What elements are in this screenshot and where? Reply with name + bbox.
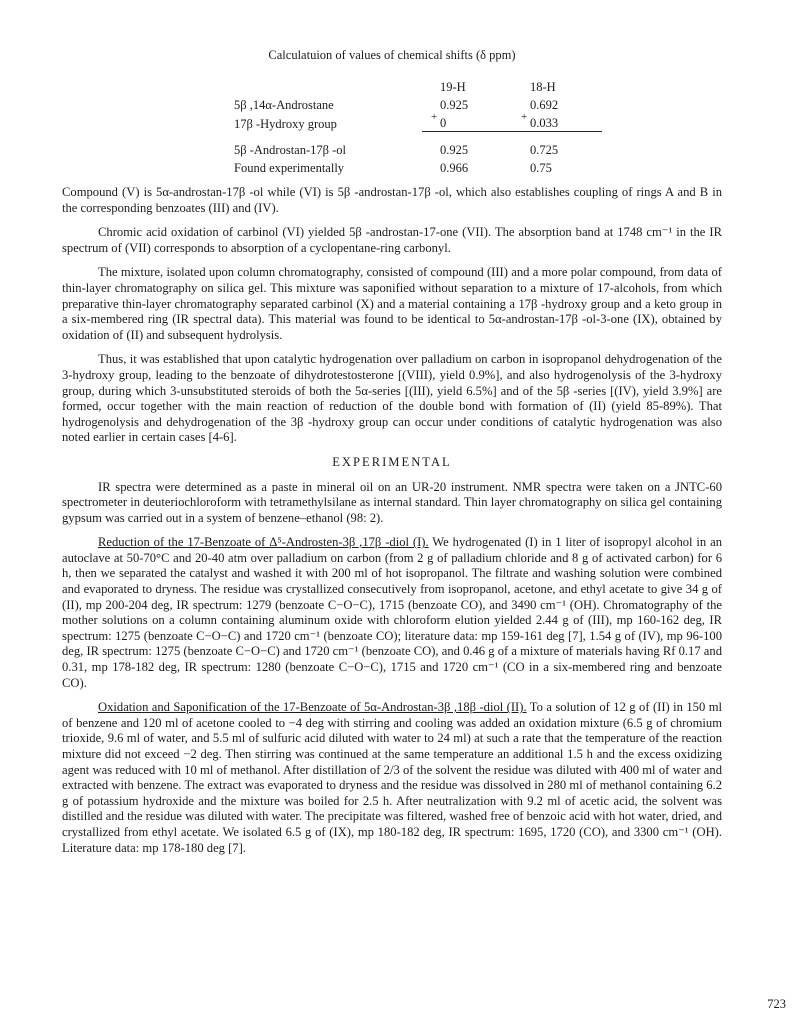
procedure-text: We hydrogenated (I) in 1 liter of isopropyl alcohol in an autoclave at 50-70°C and 20-40 atm over palladium on carbon (from 2 g of palladium chloride and 8 g of activated carbon) for 6 h, then we separated the catalyst and washed it with 200 ml of hot isopropanol. The filtrate and washing solution were combined and evaporated to dryness. The residue was crystallized consecutively from isopropanol, acetone, and ethyl acetate to give 34 g of (II), mp 200-204 deg, IR spectrum: 1279 (benzoate C−O−C), 1715 (benzoate CO), and 3490 cm⁻¹ (OH). Chromatography of the mother solutions on a column containing aluminum oxide with chloroform elution yielded 2.44 g of (III), mp 160-162 deg, IR spectrum: 1275 (benzoate C−O−C) and 1720 cm⁻¹ (benzoate CO); literature data: mp 159-161 deg [7], 1.54 g of (IV), mp 96-100 deg, IR spectrum: 1275 (benzoate C−O−C) and 1720 cm⁻¹ (benzoate CO), and 0.46 g of a mixture of materials having Rf 0.17 and 0.31, mp 178-182 deg, IR spectrum: 1280 (benzoate C−O−C), 1715 and 1720 cm⁻¹ (CO in a six-membered ring and benzoate CO). xyxy=(62,535,723,690)
table-row-label: Found experimentally xyxy=(234,161,345,175)
paragraph xyxy=(62,700,722,856)
column-header-19h: 19-H xyxy=(440,80,466,94)
paragraph: IR spectra were determined as a paste in mineral oil on an UR-20 instrument. NMR spectra were taken on a JNTC-60 spectrometer in deuteriochloroform with tetramethylsilane as internal standard. Thin layer chromatography on silica gel containing gypsum was carried out in a system of benzene–ethanol (98: 2). xyxy=(62,479,722,525)
table-cell: 0.75 xyxy=(530,161,552,175)
paragraph: Compound (V) is 5α-androstan-17β -ol while (VI) is 5β -androstan-17β -ol, which also establishes coupling of rings A and B in the corresponding benzoates (III) and (IV). xyxy=(62,185,722,215)
paragraph xyxy=(62,535,722,691)
column-header-18h: 18-H xyxy=(530,80,556,94)
section-heading: EXPERIMENTAL xyxy=(332,454,452,469)
procedure-title: Reduction of the 17-Benzoate of Δ⁵-Androsten-3β ,17β -diol (I). xyxy=(98,535,429,550)
table-caption: Calculatuion of values of chemical shifts (δ ppm) xyxy=(268,48,516,62)
table-cell: 0.925 xyxy=(440,143,469,157)
table-row-label: 17β -Hydroxy group xyxy=(234,116,337,131)
table-cell: 0.725 xyxy=(530,143,559,157)
table-row-label: 5β ,14α-Androstane xyxy=(234,98,334,112)
table-cell: + 0 xyxy=(440,116,446,130)
table-cell: 0.966 xyxy=(440,161,469,175)
paragraph: Thus, it was established that upon catalytic hydrogenation over palladium on carbon in isopropanol dehydrogenation of the 3-hydroxy group, leading to the benzoate of dihydrotestosterone [(VIII), yield 0.9%], and also hydrogenolysis of the 3-hydroxy group, during which 3-unsubstituted steroids of both the 5α-series [(III), yield 6.5%] and of the 5β -series [(IV), yield 3.9%] are formed, occur together with the main reaction of reduction of the double bond with formation of (II) (yield 85-89%). That hydrogenolysis and dehydrogenation of the 3β -hydroxy group can occur under conditions of catalytic hydrogenation was also noted earlier in certain cases [4-6]. xyxy=(62,352,722,445)
chemical-shift-table xyxy=(228,75,602,176)
paragraph: The mixture, isolated upon column chromatography, consisted of compound (III) and a more polar compound, from data of thin-layer chromatography on silica gel. This mixture was saponified without separation to a mixture of 17-alcohols, from which preparative thin-layer chromatography separated carbinol (X) and a material containing a 17β -hydroxy group and a keto group in a six-membered ring (IR spectral data). This material was found to be identical to 5α-androstan-17β -ol-3-one (IX), obtained by oxidation of (II) and subsequent hydrolysis. xyxy=(62,265,722,342)
table-row-label: 5β -Androstan-17β -ol xyxy=(234,143,347,157)
table-cell: 0.692 xyxy=(530,98,559,112)
procedure-text: To a solution of 12 g of (II) in 150 ml of benzene and 120 ml of acetone cooled to −4 deg with stirring and cooling was added an oxidation mixture (6.5 g of chromium trioxide, 9.6 ml of water, and 5.5 ml of sulfuric acid diluted with water to 24 ml) at such a rate that the temperature of the reaction mixture did not exceed −2 deg. Then stirring was continued at the same temperature an additional 1.5 h and the excess oxidizing agent was reduced with 10 ml of methanol. After distillation of 2/3 of the solvent the residue was diluted with 400 ml of water and extracted with benzene. The extract was evaporated to dryness and the residue was dissolved in 280 ml of methanol containing 6.2 g of potassium hydroxide and the mixture was boiled for 2.5 h. After neutralization with 9.2 ml of acetic acid, the solvent was distilled and the residue was diluted with water. The precipitate was filtered, washed free of benzoic acid with hot water, dried, and crystallized from ethyl acetate. We isolated 6.5 g of (IX), mp 180-182 deg, IR spectrum: 1695, 1720 (CO), and 3300 cm⁻¹ (OH). Literature data: mp 178-180 deg [7]. xyxy=(62,700,722,855)
table-cell: + 0.033 xyxy=(530,116,558,130)
body-text xyxy=(62,185,722,865)
page-number: 723 xyxy=(767,997,786,1011)
procedure-title: Oxidation and Saponification of the 17-Benzoate of 5α-Androstan-3β ,18β -diol (II). xyxy=(98,700,527,715)
paragraph: Chromic acid oxidation of carbinol (VI) yielded 5β -androstan-17-one (VII). The absorption band at 1748 cm⁻¹ in the IR spectrum of (VII) corresponds to absorption of a cyclopentane-ring carbonyl. xyxy=(62,225,722,255)
table-cell: 0.925 xyxy=(440,98,469,112)
